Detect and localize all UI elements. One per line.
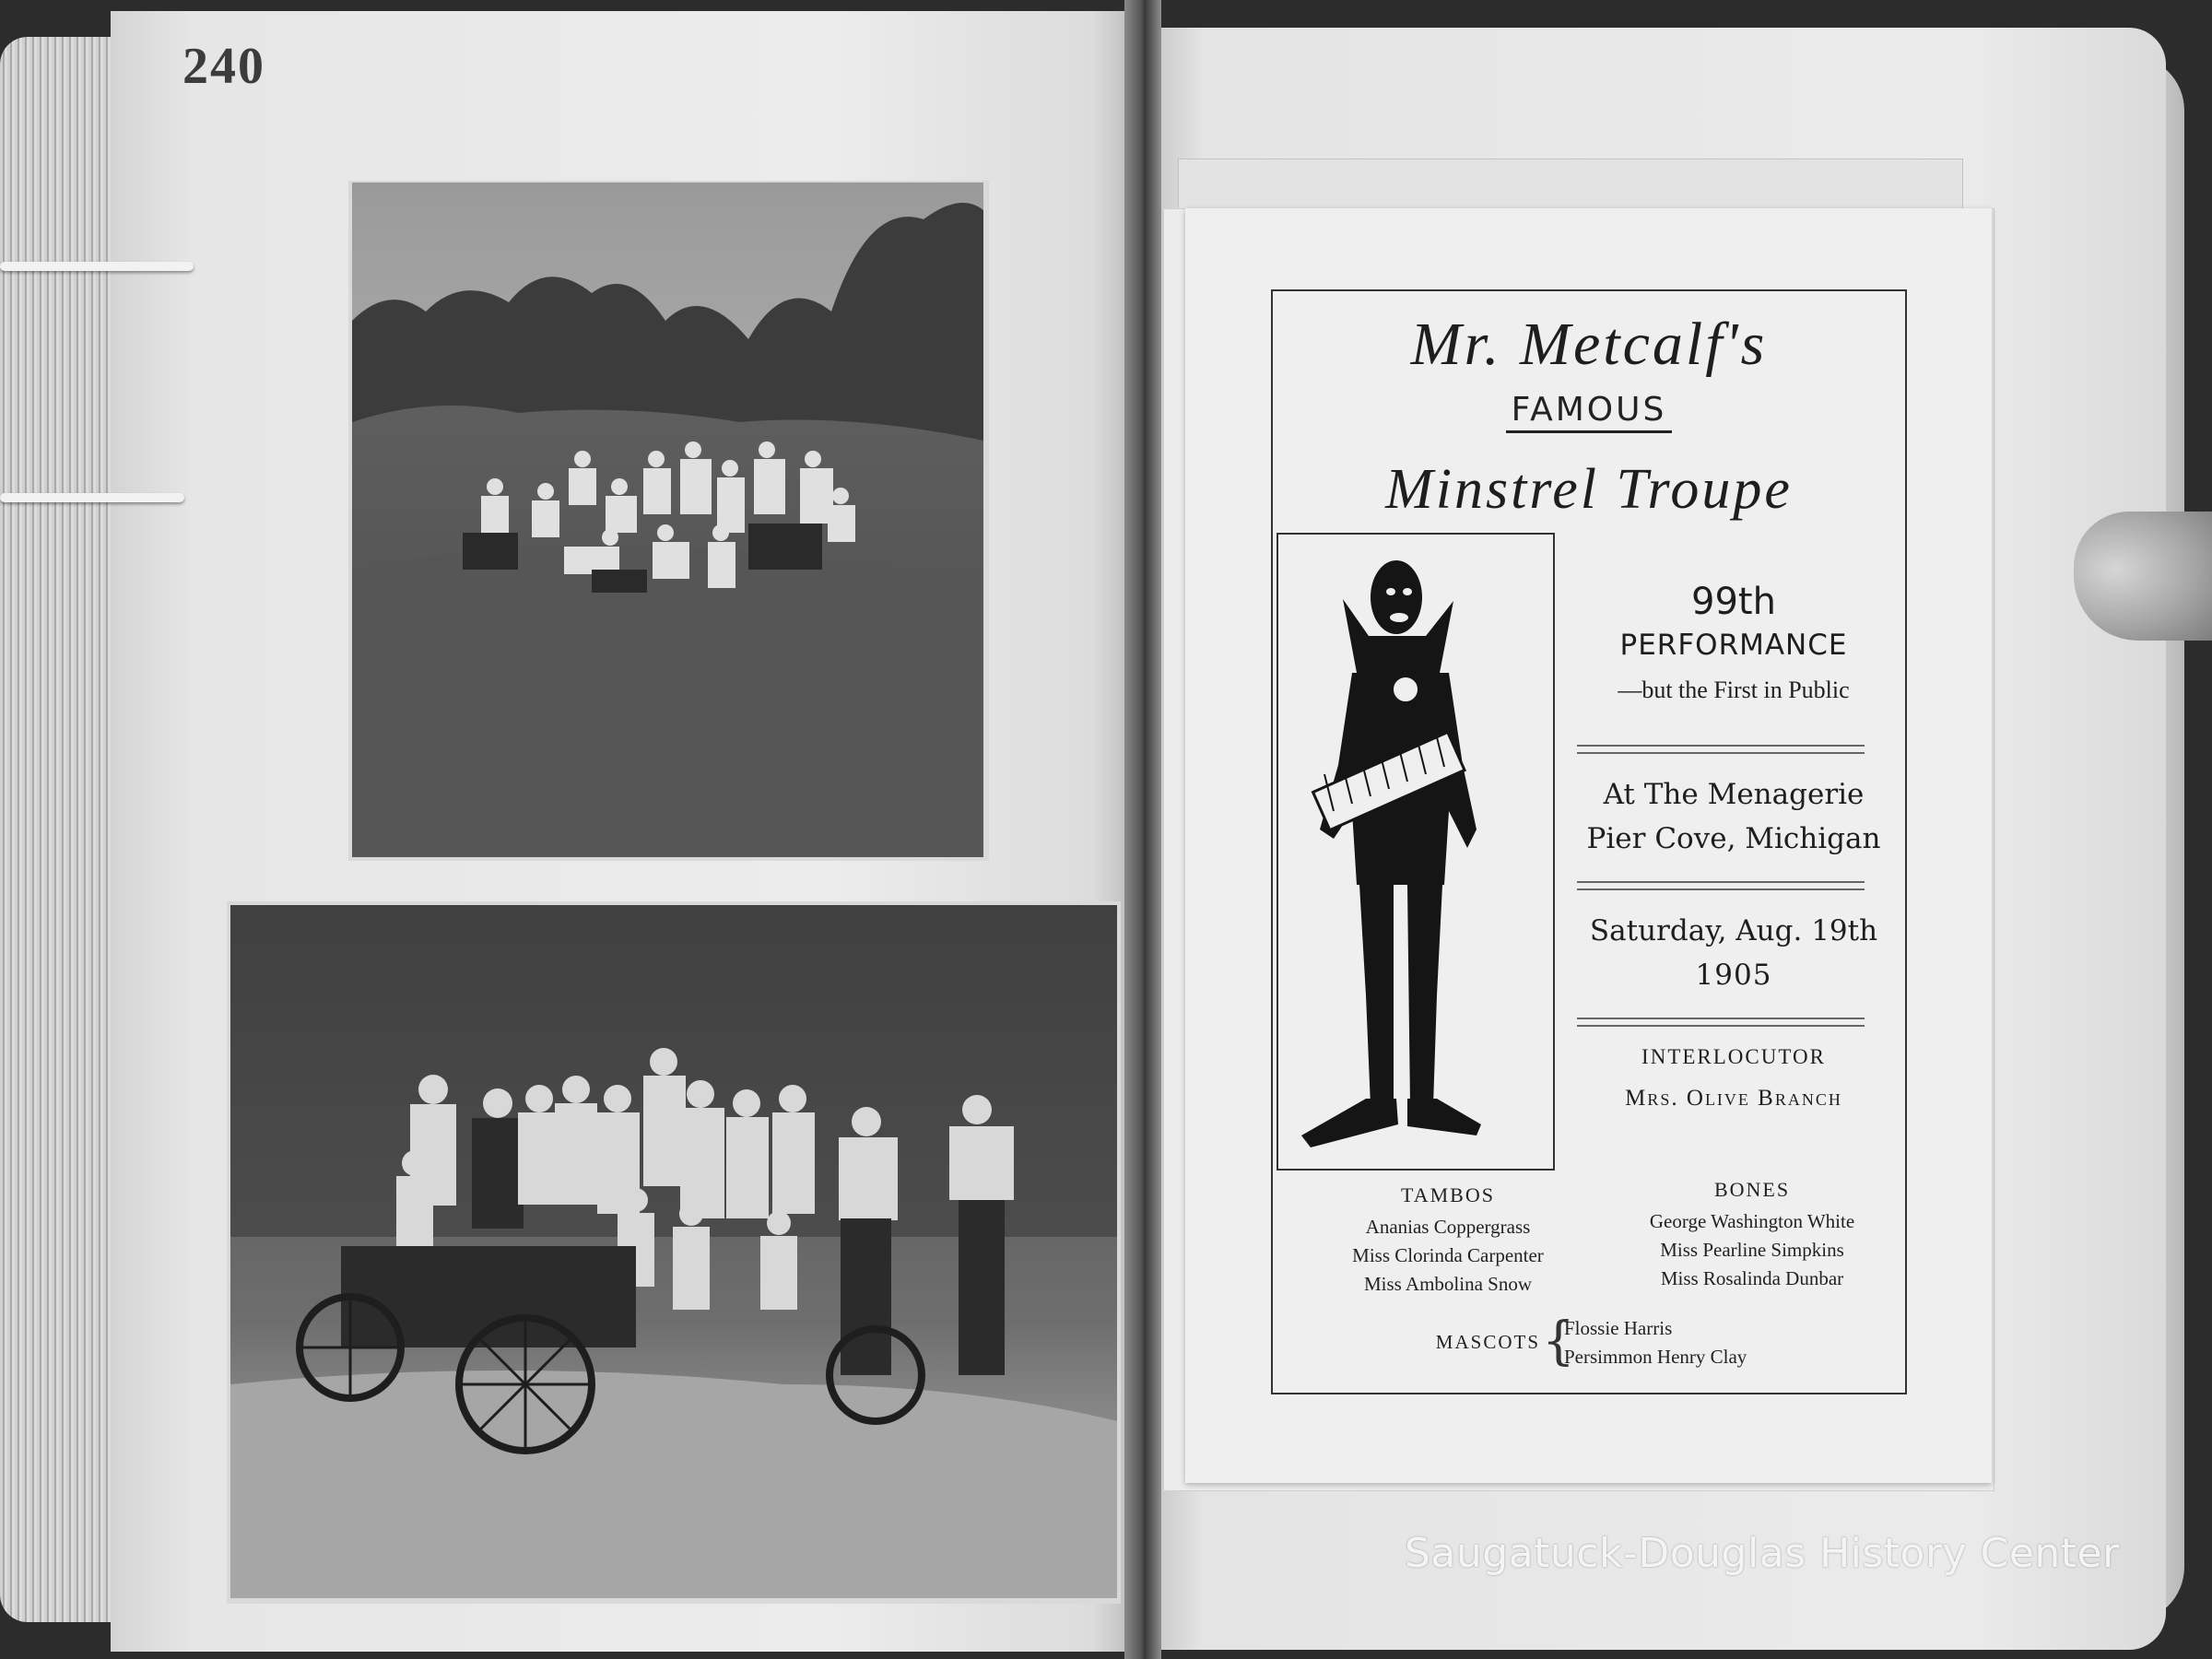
bone-3: Miss Rosalinda Dunbar	[1660, 1267, 1844, 1289]
tambos-list	[1282, 1213, 1614, 1299]
interlocutor-heading: INTERLOCUTOR	[1641, 1045, 1826, 1068]
mascots-list	[1564, 1314, 1841, 1371]
program-title-line2: Minstrel Troupe	[1385, 458, 1793, 521]
venue-line2: Pier Cove, Michigan	[1586, 822, 1881, 855]
bone-1: George Washington White	[1649, 1210, 1855, 1232]
mascots-heading: MASCOTS	[1435, 1331, 1540, 1353]
mascots-brace: {	[1542, 1312, 1575, 1371]
program-frame	[1271, 289, 1907, 1394]
photo-group-with-automobile	[230, 905, 1117, 1598]
bones-heading: BONES	[1713, 1178, 1791, 1201]
divider-1	[1577, 745, 1865, 754]
program-title-line1: Mr. Metcalf's	[1410, 311, 1768, 378]
mascot-1: Flossie Harris	[1564, 1317, 1673, 1339]
bones-list	[1595, 1207, 1909, 1293]
tambo-2: Miss Clorinda Carpenter	[1352, 1244, 1544, 1266]
minstrel-figure-illustration	[1277, 533, 1555, 1171]
binding-string-upper	[0, 262, 194, 271]
tambo-1: Ananias Coppergrass	[1365, 1216, 1531, 1238]
book-gutter	[1124, 0, 1161, 1659]
performance-number: 99th	[1691, 581, 1776, 623]
watermark: Saugatuck-Douglas History Center	[1405, 1530, 2120, 1577]
mascot-2: Persimmon Henry Clay	[1564, 1346, 1747, 1368]
divider-3	[1577, 1018, 1865, 1027]
minstrel-program-card	[1185, 208, 1992, 1483]
binding-string-lower	[0, 493, 184, 502]
program-famous	[1273, 391, 1905, 429]
tambos-heading: TAMBOS	[1401, 1183, 1495, 1206]
performance-label: PERFORMANCE	[1619, 629, 1848, 662]
divider-2	[1577, 881, 1865, 890]
venue-line1: At The Menagerie	[1603, 778, 1865, 811]
photo-group-on-hillside	[352, 182, 983, 857]
tambo-3: Miss Ambolina Snow	[1363, 1273, 1533, 1295]
program-famous-text: FAMOUS	[1506, 391, 1673, 433]
performance-note: —but the First in Public	[1618, 677, 1850, 703]
date-line2: 1905	[1695, 959, 1772, 992]
page-number: 240	[182, 38, 265, 95]
holding-thumb	[2074, 512, 2212, 641]
date-line1: Saturday, Aug. 19th	[1589, 914, 1878, 947]
bone-2: Miss Pearline Simpkins	[1660, 1239, 1844, 1261]
interlocutor-name: Mrs. Olive Branch	[1625, 1086, 1842, 1111]
